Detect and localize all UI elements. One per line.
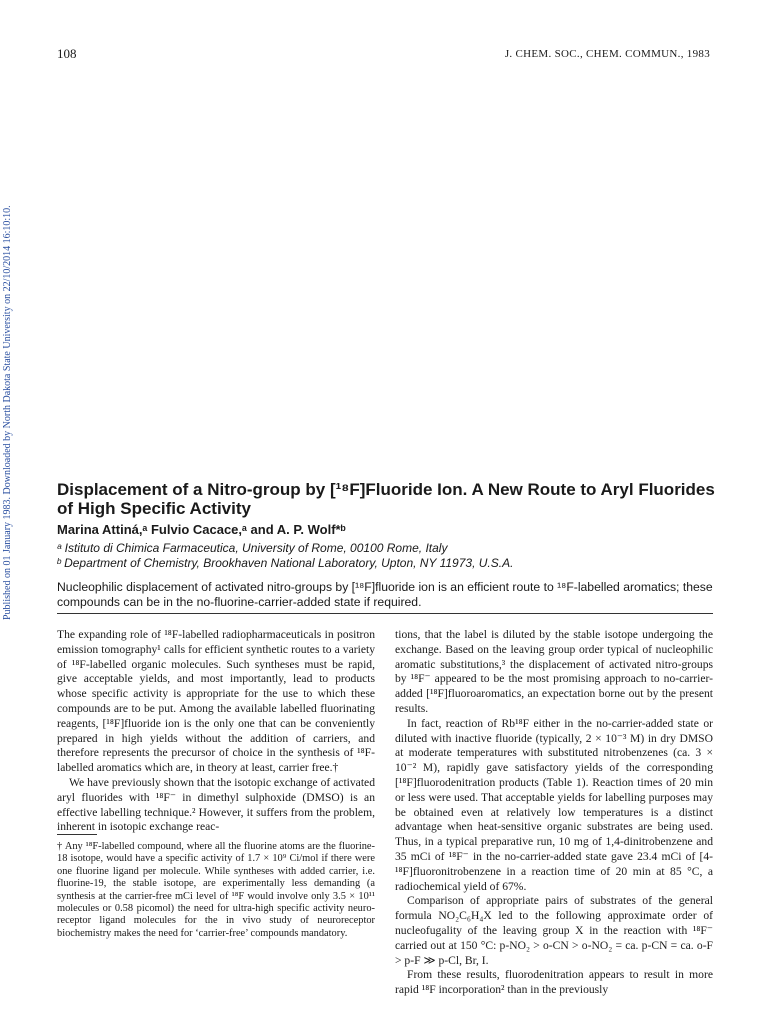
body-column-left [57,628,375,835]
download-side-note[interactable]: Published on 01 January 1983. Downloaded by North Dakota State University on 22/10/2014 16:10:10. [2,205,13,620]
footnote: † Any ¹⁸F-labelled compound, where all the fluorine atoms are the fluorine-18 isotope, would have a specific activity of 1.7 × 10⁹ Ci/mol if there were one fluorine ligand per molecule. While syntheses with added carrier, i.e. fluorine-19, the stable isotope, are experimentally less demanding (a synthesis at the carrier-free mCi level of ¹⁸F would involve only 3.5 × 10¹¹ molecules or 0.58 picomol) the need for ultra-high specific activity neuro-receptor ligand molecules for the in vivo study of neuroreceptor biochemistry makes the need for ‘carrier-free’ compounds mandatory. [57,841,375,939]
paragraph: From these results, fluorodenitration appears to result in more rapid ¹⁸F incorporation² than in the previously [395,968,713,997]
paragraph: Comparison of appropriate pairs of substrates of the general formula NO₂C₆H₄X led to the following approximate order of nucleofugality of the leaving group X in the reaction with ¹⁸F⁻ carried out at 150 °C: p-NO₂ > o-CN > o-NO₂ = ca. p-CN = ca. o-F > p-F ≫ p-Cl, Br, I. [395,894,713,967]
footnote-divider [57,834,97,835]
paragraph: We have previously shown that the isotopic exchange of activated aryl fluorides with ¹⁸F⁻ in dimethyl sulphoxide (DMSO) is an effective labelling technique.² However, it suffers from the problem, inherent in isotopic exchange reac- [57,775,375,834]
affiliation-a: ᵃ Istituto di Chimica Farmaceutica, University of Rome, 00100 Rome, Italy [57,541,448,555]
author-list: Marina Attiná,ᵃ Fulvio Cacace,ᵃ and A. P. Wolf*ᵇ [57,522,346,537]
body-column-right [395,628,713,998]
paragraph: tions, that the label is diluted by the stable isotope undergoing the exchange. Based on the leaving group order typical of nucleophilic aromatic substitutions,³ the displacement of activated nitro-groups by ¹⁸F⁻ appeared to be the most promising approach to no-carrier-added [¹⁸F]fluoroaromatics, an expectation borne out by the present results. [395,628,713,715]
abstract: Nucleophilic displacement of activated nitro-groups by [¹⁸F]fluoride ion is an efficient route to ¹⁸F-labelled aromatics; these compounds can be in the no-fluorine-carrier-added state if required. [57,580,713,609]
journal-header: J. CHEM. SOC., CHEM. COMMUN., 1983 [504,48,710,60]
abstract-divider [57,613,713,614]
page-number: 108 [57,46,77,61]
affiliation-b: ᵇ Department of Chemistry, Brookhaven National Laboratory, Upton, NY 11973, U.S.A. [57,556,514,570]
paragraph: In fact, reaction of Rb¹⁸F either in the no-carrier-added state or diluted with inactive fluoride (typically, 2 × 10⁻³ M) in dry DMSO at moderate temperatures with substituted nitrobenzenes (ca. 3 × 10⁻² M), rapidly gave satisfactory yields of the corresponding [¹⁸F]fluorodenitration products (Table 1). Reaction times of 20 min or less were used. That acceptable yields for labelling purposes may be obtained even at relatively low temperatures is a distinct advantage when heat-sensitive organic substrates are being used. Thus, in a typical preparative run, 10 mg of 1,4-dinitrobenzene and 35 mCi of ¹⁸F⁻ in the no-carrier-added state gave 23.4 mCi of [4-¹⁸F]fluoronitrobenzene in a reaction time of 20 min at 85 °C, a radiochemical yield of 67%. [395,716,713,893]
paragraph: The expanding role of ¹⁸F-labelled radiopharmaceuticals in positron emission tomography¹ calls for efficient synthetic routes to a variety of ¹⁸F-labelled organic molecules. Such syntheses must be rapid, give acceptable yields, and most importantly, lead to products whose specific activity is appropriate for the use to which these compounds are to be put. Among the available labelled fluorinating reagents, [¹⁸F]fluoride ion is the only one that can be conveniently prepared in high yields without the addition of carriers, and therefore represents the precursor of choice in the synthesis of ¹⁸F-labelled aromatics which are, in theory at least, carrier free.† [57,628,375,775]
article-title: Displacement of a Nitro-group by [¹⁸F]Fluoride Ion. A New Route to Aryl Fluorides of High Specific Activity [57,480,715,518]
